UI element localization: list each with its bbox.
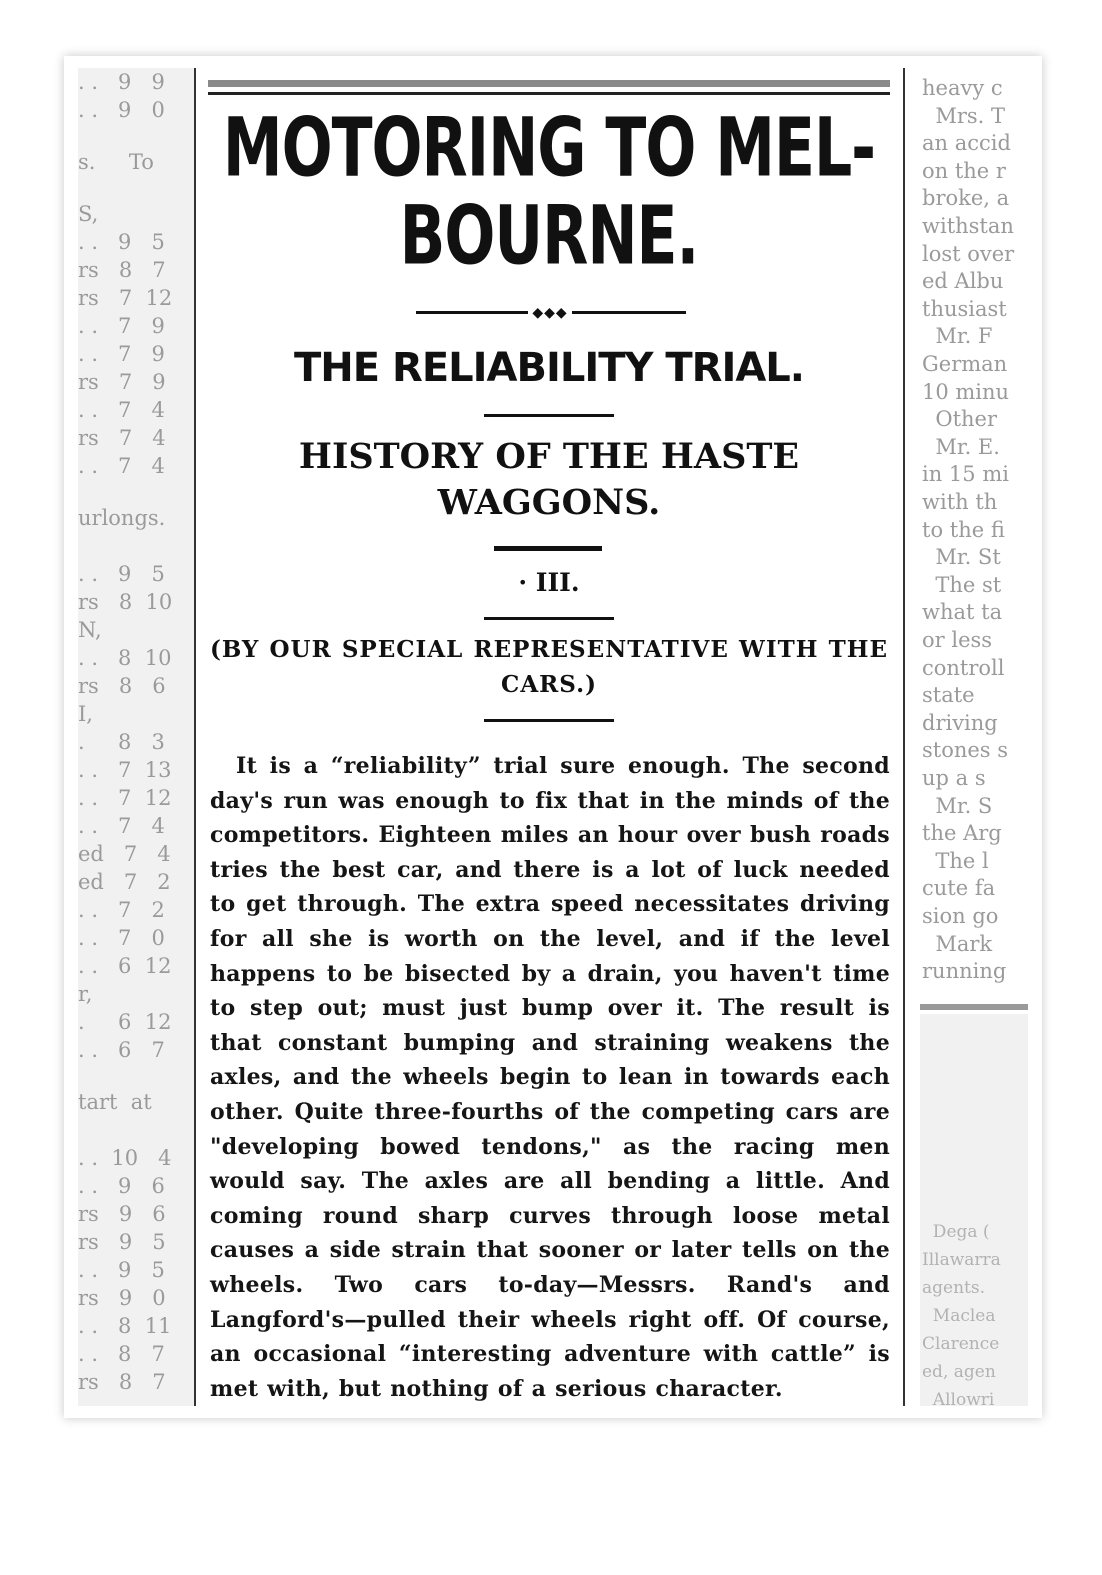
right-column-line: The l: [922, 848, 989, 873]
left-column-line: . 8 3: [78, 730, 165, 754]
top-rule-grey: [208, 80, 890, 87]
left-column-line: . . 7 4: [78, 814, 165, 838]
right-column-lower-line: Dega (: [922, 1222, 990, 1242]
left-column-line: rs 9 6: [78, 1202, 166, 1226]
right-column-line: cute fa: [922, 876, 996, 901]
right-column-line: sion go: [922, 904, 999, 928]
right-column-line: Other: [922, 407, 997, 432]
right-column-line: 10 minu: [922, 379, 1010, 404]
right-column-lower-line: ed, agen: [922, 1362, 996, 1382]
left-column-line: rs 7 9: [78, 370, 166, 394]
right-column-line: on the r: [922, 158, 1006, 183]
right-column-line: or less: [922, 628, 993, 652]
right-column-line: in 15 mi: [922, 462, 1009, 487]
right-column-line: German: [922, 352, 1008, 376]
right-column-line: to the fi: [922, 517, 1005, 542]
right-column-line: withstan: [922, 214, 1014, 238]
right-column-line: The st: [922, 572, 1002, 597]
right-column-line: state: [922, 683, 975, 708]
left-column-line: S,: [78, 202, 99, 226]
right-column-line: driving: [922, 710, 998, 735]
left-column-line: . . 8 7: [78, 1342, 165, 1366]
right-column-line: the Arg: [922, 821, 1002, 846]
subhead: THE RELIABILITY TRIAL.: [294, 345, 804, 391]
headline-line-1: MOTORING TO MEL-: [222, 101, 876, 196]
left-column-line: ed 7 2: [78, 870, 171, 894]
right-column-line: controll: [922, 655, 1005, 680]
right-neighbour-column: [906, 68, 1028, 1406]
headline-line-2: BOURNE.: [399, 189, 699, 284]
article-column: [196, 68, 902, 1406]
column-rule-right: [903, 68, 905, 1406]
right-column-lower-line: agents.: [922, 1278, 985, 1298]
right-column-line: with th: [922, 490, 998, 514]
left-column-line: N,: [78, 618, 102, 642]
left-column-line: rs 9 0: [78, 1286, 166, 1310]
left-column-line: . . 9 0: [78, 98, 165, 122]
left-column-line: . . 8 11: [78, 1314, 172, 1338]
left-column-line: . . 7 9: [78, 342, 165, 366]
left-column-line: urlongs.: [78, 506, 166, 530]
right-column-line: lost over: [922, 241, 1015, 266]
part-number: · III.: [518, 568, 580, 597]
byline: (BY OUR SPECIAL REPRESENTATIVE WITH THE CARS.): [210, 636, 888, 698]
right-column-line: running: [922, 959, 1007, 984]
left-column-line: . . 9 5: [78, 1258, 165, 1282]
left-column-line: r,: [78, 982, 93, 1006]
left-column-line: . . 7 9: [78, 314, 165, 338]
right-column-line: Mark: [922, 931, 993, 956]
right-column-line: thusiast: [922, 296, 1007, 321]
left-column-line: rs 8 7: [78, 1370, 166, 1394]
top-rule-dark: [208, 92, 890, 95]
right-column-line: Mr. E.: [922, 434, 1000, 459]
right-column-line: Mr. St: [922, 545, 1001, 570]
right-column-line: Mr. S: [922, 793, 993, 818]
left-column-line: . . 7 0: [78, 926, 165, 950]
right-column-lower-line: Illawarra: [922, 1250, 1001, 1270]
byline-rule: [484, 719, 614, 722]
left-column-line: s. To: [78, 150, 154, 174]
right-column-line: what ta: [922, 600, 1003, 625]
left-column-line: rs 8 7: [78, 258, 166, 282]
left-column-line: . . 7 4: [78, 398, 165, 422]
left-column-line: . . 10 4: [78, 1146, 172, 1170]
right-column-divider: [920, 1004, 1028, 1010]
right-column-line: Mr. F: [922, 324, 993, 349]
right-column-line: up a s: [922, 766, 986, 790]
left-column-line: I,: [78, 702, 93, 726]
article-body: It is a “reliability” trial sure enough. The second day's run was enough to fix that in the minds of the competitors. Eighteen miles an hour over bush roads tries the best car, and there is a lot of luck needed to get through. The extra speed necessitates driving for all she is worth on the level, and if the level happens to be bisected by a drain, you haven't time to step out; must just bump over it. The result is that constant bumping and straining weakens the axles, and the wheels begin to lean in towards each other. Quite three-fourths of the competing cars are "developing bowed tendons," as the racing men would say. The axles are all bending a little. And coming round sharp curves through loose metal causes a side strain that sooner or later tells on the wheels. Two cars to-day—Messrs. Rand's and Langford's—pulled their wheels right off. Of course, an occasional “interesting adventure with cattle” is met with, but nothing of a serious character.: [210, 753, 890, 1402]
right-column-lower-line: Clarence: [922, 1334, 1000, 1354]
left-column-line: . . 9 6: [78, 1174, 165, 1198]
left-column-line: rs 7 4: [78, 426, 166, 450]
left-neighbour-column: [78, 68, 194, 1406]
left-column-line: rs 7 12: [78, 286, 173, 310]
headline: [196, 101, 902, 284]
left-column-line: . . 9 5: [78, 230, 165, 254]
left-column-line: . 6 12: [78, 1010, 172, 1034]
deck-rule: [494, 546, 602, 551]
left-column-line: . . 7 2: [78, 898, 165, 922]
right-column-line: Mrs. T: [922, 103, 1006, 128]
right-column-lower-line: Allowri: [922, 1390, 995, 1406]
left-column-line: . . 9 5: [78, 562, 165, 586]
right-column-line: stones s: [922, 738, 1009, 763]
left-column-line: . . 6 12: [78, 954, 172, 978]
right-column-line: an accid: [922, 131, 1011, 156]
left-column-line: . . 7 12: [78, 786, 172, 810]
left-column-line: . . 7 4: [78, 454, 165, 478]
right-column-lower-line: Maclea: [922, 1306, 996, 1326]
left-column-line: . . 9 9: [78, 70, 165, 94]
left-column-line: tart at: [78, 1090, 152, 1114]
left-column-line: rs 8 10: [78, 590, 173, 614]
left-column-line: rs 9 5: [78, 1230, 166, 1254]
right-column-line: heavy c: [922, 76, 1003, 100]
subhead-rule: [484, 414, 614, 417]
right-column-line: broke, a: [922, 186, 1010, 211]
ornament-diamonds: ◆◆◆: [514, 304, 586, 322]
left-column-line: ed 7 4: [78, 842, 171, 866]
left-column-line: . . 6 7: [78, 1038, 165, 1062]
left-column-line: . . 8 10: [78, 646, 172, 670]
deck-heading: HISTORY OF THE HASTE WAGGONS.: [298, 436, 800, 523]
left-column-line: rs 8 6: [78, 674, 166, 698]
left-column-line: . . 7 13: [78, 758, 172, 782]
part-rule: [484, 617, 614, 620]
right-column-line: ed Albu: [922, 269, 1004, 294]
newspaper-clipping: [78, 68, 1028, 1406]
